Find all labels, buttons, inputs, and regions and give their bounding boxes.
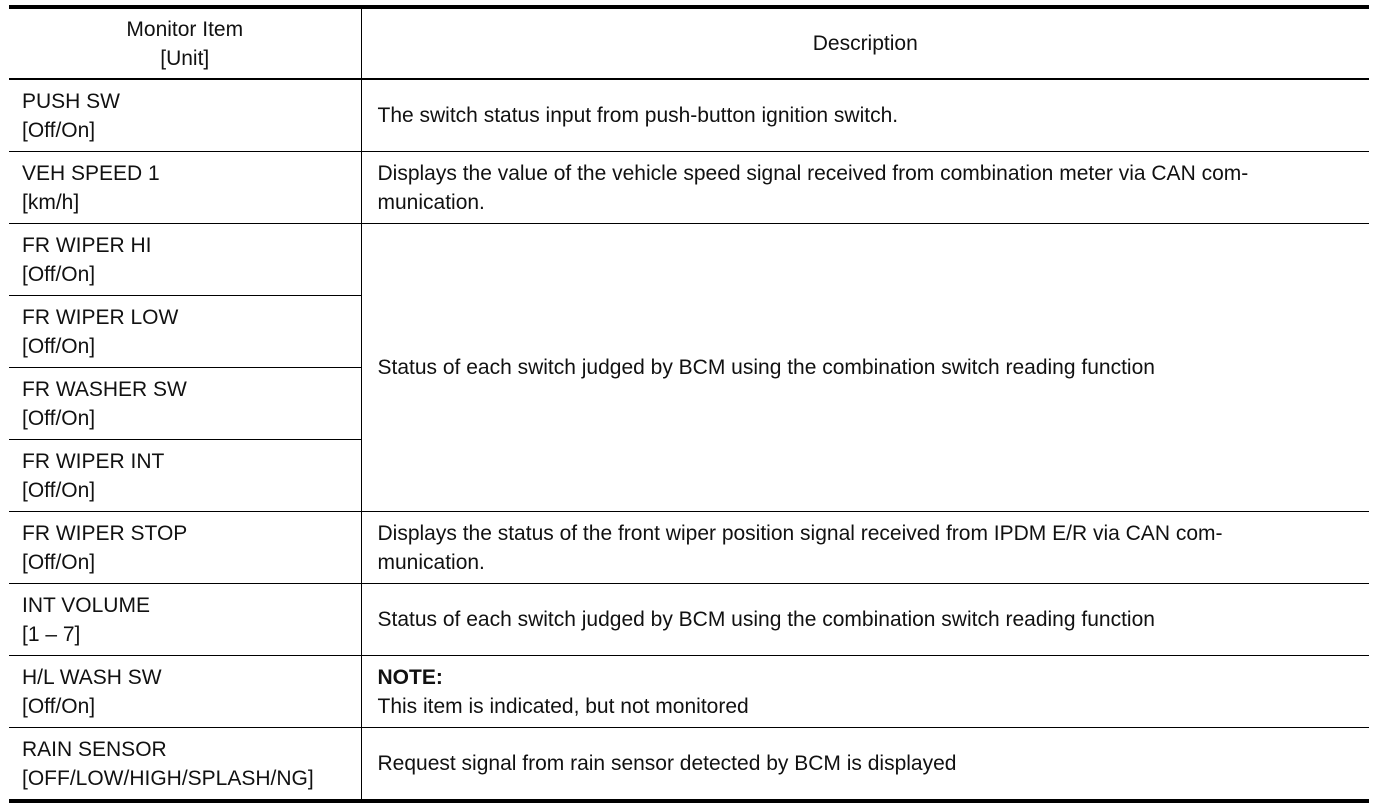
monitor-item-unit: [Off/On]	[22, 118, 96, 142]
monitor-item-unit: [Off/On]	[22, 694, 96, 718]
monitor-item-unit: [1 – 7]	[22, 622, 81, 646]
monitor-item-name: FR WIPER HI	[22, 233, 152, 257]
table-row	[9, 728, 1369, 802]
monitor-item-cell	[9, 152, 361, 224]
table-row	[9, 152, 1369, 224]
header-description: Description	[361, 7, 1369, 79]
monitor-item-unit: [Off/On]	[22, 550, 96, 574]
monitor-item-cell	[9, 656, 361, 728]
monitor-item-unit: [Off/On]	[22, 262, 96, 286]
header-monitor-item-label: Monitor Item	[126, 17, 244, 41]
monitor-item-cell	[9, 584, 361, 656]
monitor-item-name: INT VOLUME	[22, 593, 150, 617]
table-row	[9, 224, 1369, 296]
monitor-item-cell	[9, 512, 361, 584]
monitor-item-name: VEH SPEED 1	[22, 161, 160, 185]
description-line: munication.	[377, 550, 485, 574]
monitor-item-cell	[9, 224, 361, 296]
description-cell: Status of each switch judged by BCM using the combination switch reading function	[361, 584, 1369, 656]
monitor-item-unit: [Off/On]	[22, 334, 96, 358]
monitor-item-name: PUSH SW	[22, 89, 121, 113]
monitor-item-unit: [Off/On]	[22, 406, 96, 430]
header-monitor-item	[9, 7, 361, 79]
description-cell	[361, 512, 1369, 584]
monitor-item-name: FR WIPER STOP	[22, 521, 188, 545]
monitor-item-name: FR WASHER SW	[22, 377, 187, 401]
note-label: NOTE:	[377, 665, 443, 689]
description-line: munication.	[377, 190, 485, 214]
table-row	[9, 584, 1369, 656]
header-unit-label: [Unit]	[160, 46, 210, 70]
monitor-item-name: H/L WASH SW	[22, 665, 162, 689]
table-row	[9, 512, 1369, 584]
document-page	[9, 5, 1369, 803]
monitor-item-unit: [km/h]	[22, 190, 80, 214]
description-cell: Status of each switch judged by BCM using the combination switch reading function	[361, 224, 1369, 512]
monitor-item-cell	[9, 728, 361, 802]
monitor-item-table	[9, 5, 1369, 803]
table-row	[9, 79, 1369, 152]
description-cell	[361, 656, 1369, 728]
monitor-item-cell	[9, 440, 361, 512]
monitor-item-name: RAIN SENSOR	[22, 737, 167, 761]
description-cell: The switch status input from push-button ignition switch.	[361, 79, 1369, 152]
monitor-item-unit: [OFF/LOW/HIGH/SPLASH/NG]	[22, 766, 314, 790]
table-row	[9, 656, 1369, 728]
monitor-item-name: FR WIPER LOW	[22, 305, 179, 329]
monitor-item-name: FR WIPER INT	[22, 449, 165, 473]
description-line: Displays the value of the vehicle speed signal received from combination meter via CAN com-	[377, 161, 1249, 185]
monitor-item-cell	[9, 79, 361, 152]
monitor-item-cell	[9, 296, 361, 368]
monitor-item-unit: [Off/On]	[22, 478, 96, 502]
monitor-item-cell	[9, 368, 361, 440]
description-line: Displays the status of the front wiper position signal received from IPDM E/R via CAN com-	[377, 521, 1223, 545]
table-header-row	[9, 7, 1369, 79]
description-cell	[361, 152, 1369, 224]
note-text: This item is indicated, but not monitored	[377, 694, 749, 718]
description-cell: Request signal from rain sensor detected by BCM is displayed	[361, 728, 1369, 802]
